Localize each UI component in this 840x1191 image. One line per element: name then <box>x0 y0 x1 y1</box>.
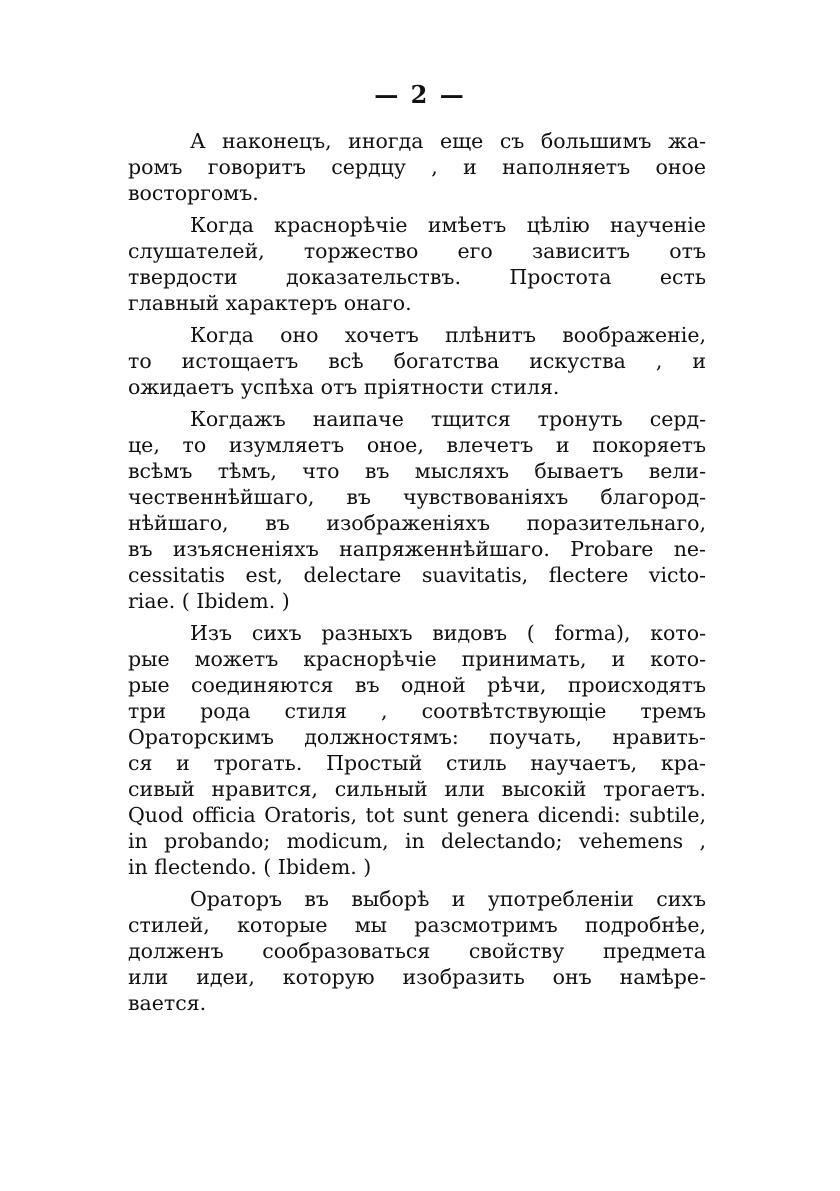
text-line: стилей, которые мы разсмотримъ подробнѣе, <box>128 913 706 937</box>
text-line: вается. <box>128 991 207 1015</box>
text-line: ожидаетъ успѣха отъ пріятности стиля. <box>128 375 560 399</box>
text-line: Quod officia Oratoris, tot sunt genera dicendi: subtile, <box>128 803 706 827</box>
text-line: то истощаетъ всѣ богатства искуства , и <box>128 349 706 373</box>
text-line: cessitatis est, delectare suavitatis, flectere victo- <box>128 563 706 587</box>
text-line: сивый нравится, сильный или высокій трогаетъ. <box>128 777 706 801</box>
text-line: Изъ сихъ разныхъ видовъ ( forma), кото- <box>190 621 706 645</box>
text-line: Когда оно хочетъ плѣнитъ воображеніе, <box>190 323 706 347</box>
text-line: це, то изумляетъ оное, влечетъ и покоряетъ <box>128 433 706 457</box>
text-line: Ораторъ въ выборѣ и употребленіи сихъ <box>190 887 706 911</box>
text-line: нѣйшаго, въ изображеніяхъ поразительнаго, <box>128 511 706 535</box>
page-text <box>128 128 706 1022</box>
paragraph-3 <box>128 322 706 400</box>
text-line: въ изъясненіяхъ напряженнѣйшаго. Probare ne- <box>128 537 706 561</box>
text-line: или идеи, которую изобразить онъ намѣре- <box>128 965 706 989</box>
paragraph-5 <box>128 620 706 880</box>
text-line: восторгомъ. <box>128 181 259 205</box>
text-line: твердости доказательствъ. Простота есть <box>128 265 706 289</box>
paragraph-1 <box>128 128 706 206</box>
page-number: — 2 — <box>374 80 466 109</box>
text-line: слушателей, торжество его зависитъ отъ <box>128 239 706 263</box>
paragraph-2 <box>128 212 706 316</box>
text-line: Когдажъ наипаче тщится тронуть серд- <box>190 407 706 431</box>
text-line: Ораторскимъ должностямъ: поучать, нравить- <box>128 725 706 749</box>
text-line: три рода стиля , соотвѣтствующіе тремъ <box>128 699 706 723</box>
text-line: Когда краснорѣчіе имѣетъ цѣлію наученіе <box>190 213 706 237</box>
text-line: ся и трогать. Простый стиль научаетъ, кра- <box>128 751 706 775</box>
text-line: рые соединяются въ одной рѣчи, происходятъ <box>128 673 706 697</box>
text-line: riae. ( Ibidem. ) <box>128 589 290 613</box>
text-line: А наконецъ, иногда еще съ большимъ жа- <box>190 129 706 153</box>
text-line: долженъ сообразоваться свойству предмета <box>128 939 706 963</box>
text-line: чественнѣйшаго, въ чувствованіяхъ благород- <box>128 485 706 509</box>
text-line: главный характеръ онаго. <box>128 291 412 315</box>
paragraph-4 <box>128 406 706 614</box>
text-line: in flectendo. ( Ibidem. ) <box>128 855 372 879</box>
text-line: рые можетъ краснорѣчіе принимать, и кото- <box>128 647 706 671</box>
paragraph-6 <box>128 886 706 1016</box>
text-line: всѣмъ тѣмъ, что въ мысляхъ бываетъ вели- <box>128 459 706 483</box>
text-line: ромъ говоритъ сердцу , и наполняетъ оное <box>128 155 706 179</box>
text-line: in probando; modicum, in delectando; vehemens , <box>128 829 706 853</box>
